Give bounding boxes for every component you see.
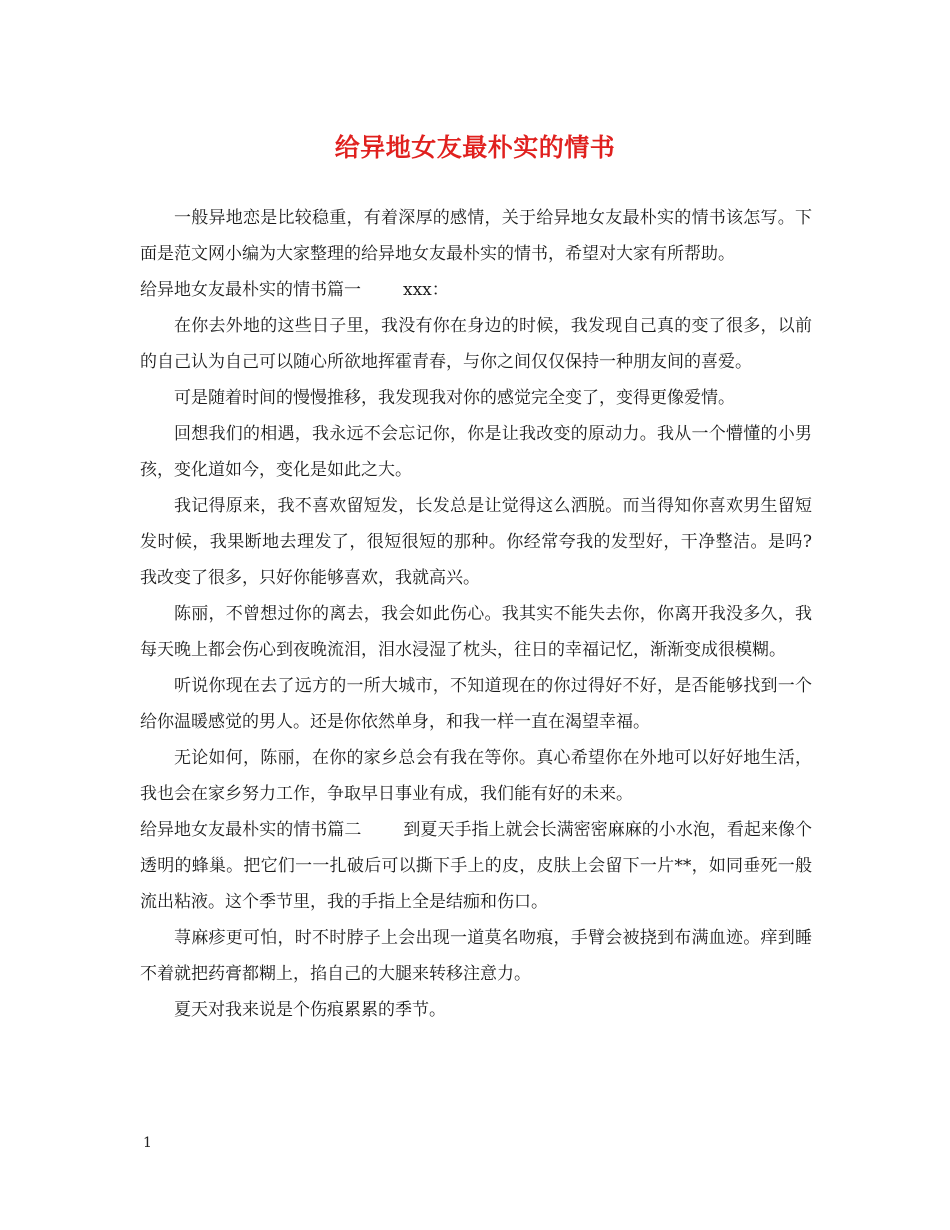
document-title: 给异地女友最朴实的情书 [334,133,616,162]
body-paragraph: 无论如何，陈丽，在你的家乡总会有我在等你。真心希望你在外地可以好好地生活，我也会在家乡努力工作，争取早日事业有成，我们能有好的未来。 [140,748,812,804]
body-paragraph: 荨麻疹更可怕，时不时脖子上会出现一道莫名吻痕，手臂会被挠到布满血迹。痒到睡不着就把药膏都糊上，掐自己的大腿来转移注意力。 [140,928,812,984]
section-title-2: 给异地女友最朴实的情书篇二 [140,820,362,840]
body-paragraph: 夏天对我来说是个伤痕累累的季节。 [174,1000,446,1020]
section-title-1: 给异地女友最朴实的情书篇一 [140,280,361,300]
salutation: xxx： [403,280,449,300]
intro-paragraph: 一般异地恋是比较稳重，有着深厚的感情，关于给异地女友最朴实的情书该怎写。下面是范文网小编为大家整理的给异地女友最朴实的情书，希望对大家有所帮助。 [140,208,812,264]
section-heading-1 [140,272,812,308]
body-paragraph: 陈丽，不曾想过你的离去，我会如此伤心。我其实不能失去你，你离开我没多久，我每天晚上都会伤心到夜晚流泪，泪水浸湿了枕头，往日的幸福记忆，渐渐变成很模糊。 [140,604,812,660]
body-paragraph: 在你去外地的这些日子里，我没有你在身边的时候，我发现自己真的变了很多，以前的自己认为自己可以随心所欲地挥霍青春，与你之间仅仅保持一种朋友间的喜爱。 [140,316,812,372]
body-paragraph: 我记得原来，我不喜欢留短发，长发总是让觉得这么洒脱。而当得知你喜欢男生留短发时候，我果断地去理发了，很短很短的那种。你经常夸我的发型好，干净整洁。是吗?我改变了很多，只好你能够喜欢，我就高兴。 [140,496,812,588]
section-heading-2 [140,812,812,920]
body-paragraph: 听说你现在去了远方的一所大城市，不知道现在的你过得好不好，是否能够找到一个给你温暖感觉的男人。还是你依然单身，和我一样一直在渴望幸福。 [140,676,812,732]
body-paragraph: 可是随着时间的慢慢推移，我发现我对你的感觉完全变了，变得更像爱情。 [174,388,735,408]
page-number: 1 [143,1135,152,1151]
section2-first-text: 到夏天手指上就会长满密密麻麻的小水泡，看起来像个透明的蜂巢。把它们一一扎破后可以撕下手上的皮，皮肤上会留下一片**，如同垂死一般流出粘液。这个季节里，我的手指上全是结痂和伤口。 [140,820,813,912]
document-body [140,200,812,1028]
body-paragraph: 回想我们的相遇，我永远不会忘记你，你是让我改变的原动力。我从一个懵懂的小男孩，变化道如今，变化是如此之大。 [140,424,812,480]
